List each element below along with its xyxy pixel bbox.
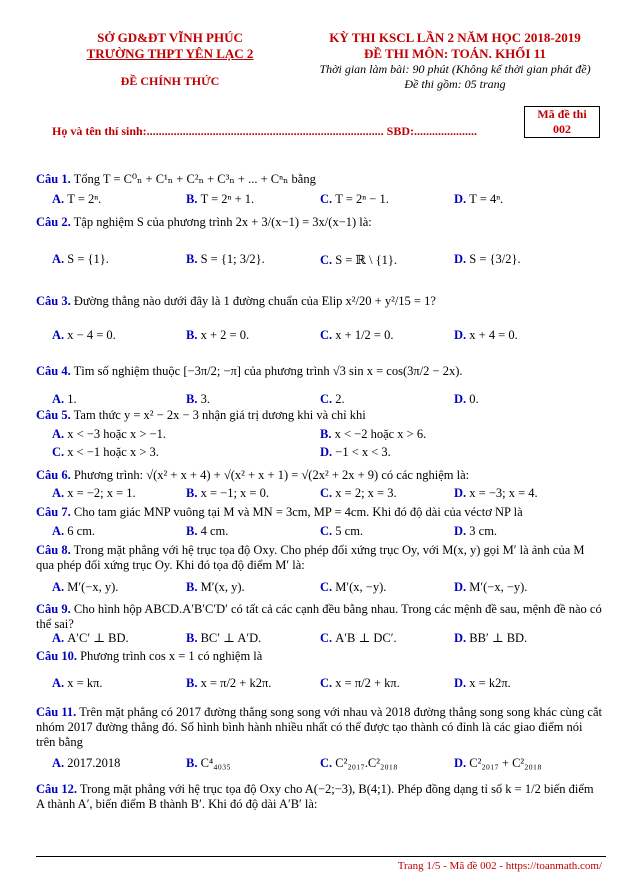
option-letter: C. <box>320 524 336 538</box>
option-text: 5 cm. <box>335 524 364 538</box>
option-letter: B. <box>186 524 201 538</box>
option-text: x = kπ. <box>67 676 103 690</box>
question-4 <box>36 364 604 379</box>
option-text: x + 1/2 = 0. <box>335 328 394 342</box>
option-text: −1 < x < 3. <box>335 445 391 459</box>
student-info-line: Họ và tên thí sinh:............................................................................... SBD:..................... <box>52 124 478 138</box>
option-letter: C. <box>320 631 336 645</box>
option-text: T = 2ⁿ. <box>67 192 102 206</box>
question-text: Cho tam giác MNP vuông tại M và MN = 3cm, MP = 4cm. Khi đó độ dài của véctơ NP là <box>73 505 523 519</box>
option-text: M′(−x, −y). <box>469 580 528 594</box>
option-a <box>52 328 116 343</box>
exam-code: 002 <box>553 122 571 136</box>
option-letter: D. <box>454 328 470 342</box>
header-left <box>60 30 280 89</box>
option-text: x < −2 hoặc x > 6. <box>334 427 427 441</box>
option-letter: B. <box>320 427 335 441</box>
question-9 <box>36 602 604 632</box>
option-a <box>52 676 103 691</box>
exam-code-label: Mã đề thi <box>537 107 587 121</box>
option-letter: B. <box>186 631 201 645</box>
option-text: x < −1 hoặc x > 3. <box>67 445 159 459</box>
question-7 <box>36 505 604 520</box>
option-letter: A. <box>52 676 68 690</box>
option-letter: D. <box>454 252 470 266</box>
option-b <box>320 427 426 442</box>
question-number: Câu 5. <box>36 408 71 422</box>
option-letter: B. <box>186 580 201 594</box>
option-b <box>186 630 261 646</box>
question-12 <box>36 782 604 812</box>
option-letter: A. <box>52 756 68 770</box>
option-text: x = π/2 + kπ. <box>335 676 400 690</box>
option-d <box>454 328 518 343</box>
option-d <box>454 486 538 501</box>
question-text: Đường thẳng nào dưới đây là 1 đường chuẩn của Elip x²/20 + y²/15 = 1? <box>73 294 436 308</box>
option-text: 2017.2018 <box>67 756 121 770</box>
option-c <box>52 445 159 460</box>
exam-pages: Đề thi gồm: 05 trang <box>404 77 506 91</box>
option-a <box>52 252 109 267</box>
option-letter: C. <box>320 580 336 594</box>
option-c <box>320 676 400 691</box>
page-footer: Trang 1/5 - Mã đề 002 - https://toanmath.com/ <box>397 860 602 872</box>
option-text: S = {1}. <box>67 252 109 266</box>
option-letter: D. <box>454 756 470 770</box>
question-number: Câu 4. <box>36 364 71 378</box>
option-b <box>186 756 231 771</box>
option-text: T = 2ⁿ + 1. <box>200 192 255 206</box>
option-d <box>454 252 521 267</box>
option-a <box>52 486 136 501</box>
option-d <box>320 445 391 460</box>
option-letter: B. <box>186 328 201 342</box>
option-text: BC′ ⊥ A′D. <box>200 631 262 645</box>
option-letter: D. <box>320 445 336 459</box>
option-text: 0. <box>469 392 479 406</box>
option-text: x = k2π. <box>469 676 511 690</box>
option-d <box>454 580 527 595</box>
question-2 <box>36 215 604 230</box>
option-text: 3. <box>200 392 210 406</box>
option-letter: A. <box>52 392 68 406</box>
question-text: Phương trình cos x = 1 có nghiệm là <box>80 649 263 663</box>
option-d <box>454 392 479 407</box>
question-number: Câu 3. <box>36 294 71 308</box>
option-letter: B. <box>186 192 201 206</box>
option-text: x = 2; x = 3. <box>335 486 397 500</box>
exam-title: KỲ THI KSCL LẦN 2 NĂM HỌC 2018-2019 <box>329 30 581 45</box>
question-text: Tổng T = C⁰ₙ + C¹ₙ + C²ₙ + C³ₙ + ... + Cⁿₙ bằng <box>73 172 316 186</box>
option-text: C²₂₀₁₇.C²₂₀₁₈ <box>335 756 398 770</box>
question-number: Câu 7. <box>36 505 71 519</box>
option-c <box>320 252 397 268</box>
question-number: Câu 6. <box>36 468 71 482</box>
option-b <box>186 676 271 691</box>
option-text: x = −1; x = 0. <box>200 486 269 500</box>
option-text: x = −3; x = 4. <box>469 486 538 500</box>
option-text: BB′ ⊥ BD. <box>469 631 528 645</box>
question-1 <box>36 172 604 187</box>
option-b <box>186 192 254 207</box>
official-label: ĐỀ CHÍNH THỨC <box>120 74 220 88</box>
option-text: x = −2; x = 1. <box>67 486 136 500</box>
option-text: C²₂₀₁₇ + C²₂₀₁₈ <box>469 756 542 770</box>
option-text: 3 cm. <box>469 524 498 538</box>
option-letter: C. <box>320 192 336 206</box>
option-text: x − 4 = 0. <box>67 328 116 342</box>
option-b <box>186 486 269 501</box>
option-c <box>320 392 345 407</box>
option-d <box>454 524 497 539</box>
option-letter: D. <box>454 580 470 594</box>
option-letter: D. <box>454 486 470 500</box>
option-letter: A. <box>52 486 68 500</box>
option-c <box>320 328 393 343</box>
question-number: Câu 11. <box>36 705 77 719</box>
option-text: 4 cm. <box>200 524 229 538</box>
question-text: Tam thức y = x² − 2x − 3 nhận giá trị dương khi và chỉ khi <box>73 408 366 422</box>
option-letter: A. <box>52 631 68 645</box>
option-a <box>52 392 77 407</box>
option-a <box>52 192 101 207</box>
option-letter: B. <box>186 252 201 266</box>
option-letter: B. <box>186 756 201 770</box>
option-letter: B. <box>186 676 201 690</box>
question-text: Trong mặt phẳng với hệ trục tọa độ Oxy cho A(−2;−3), B(4;1). Phép đồng dạng tỉ số k = 1/2 biến điểm A thành A′, biến điểm B thành B′. Khi đó độ dài A′B′ là: <box>36 782 594 811</box>
option-text: 1. <box>67 392 77 406</box>
option-text: T = 2ⁿ − 1. <box>335 192 389 206</box>
option-letter: C. <box>320 486 336 500</box>
option-c <box>320 630 397 646</box>
option-a <box>52 580 118 595</box>
option-text: 6 cm. <box>67 524 96 538</box>
option-text: M′(−x, y). <box>67 580 119 594</box>
option-letter: C. <box>320 676 336 690</box>
option-text: x = π/2 + k2π. <box>200 676 272 690</box>
option-letter: C. <box>320 392 336 406</box>
option-text: S = {1; 3/2}. <box>200 252 265 266</box>
option-text: S = ℝ \ {1}. <box>335 253 398 267</box>
question-text: Tập nghiệm S của phương trình 2x + 3/(x−1) = 3x/(x−1) là: <box>73 215 372 229</box>
option-c <box>320 486 397 501</box>
option-c <box>320 756 397 771</box>
question-number: Câu 2. <box>36 215 71 229</box>
question-text: Tìm số nghiệm thuộc [−3π/2; −π] của phương trình √3 sin x = cos(3π/2 − 2x). <box>73 364 463 378</box>
option-letter: A. <box>52 427 68 441</box>
option-a <box>52 524 95 539</box>
option-letter: D. <box>454 392 470 406</box>
option-a <box>52 630 129 646</box>
option-letter: B. <box>186 392 201 406</box>
dept-name: SỞ GD&ĐT VĨNH PHÚC <box>97 30 243 45</box>
option-text: 2. <box>335 392 345 406</box>
option-letter: C. <box>320 756 336 770</box>
question-8 <box>36 543 604 573</box>
option-letter: A. <box>52 192 68 206</box>
option-letter: D. <box>454 192 470 206</box>
option-c <box>320 580 386 595</box>
option-b <box>186 328 249 343</box>
option-letter: A. <box>52 328 68 342</box>
school-name: TRƯỜNG THPT YÊN LẠC 2 <box>86 46 254 61</box>
option-text: S = {3/2}. <box>469 252 521 266</box>
option-text: T = 4ⁿ. <box>469 192 504 206</box>
question-10 <box>36 649 604 664</box>
option-b <box>186 392 210 407</box>
question-number: Câu 1. <box>36 172 71 186</box>
option-c <box>320 192 389 207</box>
option-b <box>186 252 265 267</box>
option-letter: D. <box>454 676 470 690</box>
option-b <box>186 580 245 595</box>
option-d <box>454 192 503 207</box>
option-text: A′B ⊥ DC′. <box>335 631 397 645</box>
option-letter: D. <box>454 631 470 645</box>
option-text: x + 2 = 0. <box>200 328 250 342</box>
option-letter: D. <box>454 524 470 538</box>
option-letter: B. <box>186 486 201 500</box>
exam-subject: ĐỀ THI MÔN: TOÁN. KHỐI 11 <box>363 46 547 61</box>
option-a <box>52 427 166 442</box>
question-text: Trên mặt phẳng có 2017 đường thẳng song song với nhau và 2018 đường thẳng song song khác cùng cắt nhóm 2017 đường thẳng đó. Số hình bình hành nhiều nhất có thể được tạo thành có đỉnh là các giao điểm nói trên bằng <box>36 705 602 749</box>
exam-code-box <box>524 106 600 138</box>
question-11 <box>36 705 604 750</box>
question-number: Câu 9. <box>36 602 71 616</box>
option-c <box>320 524 363 539</box>
question-text: Cho hình hộp ABCD.A′B′C′D′ có tất cả các cạnh đều bằng nhau. Trong các mệnh đề sau, mệnh đề nào có thể sai? <box>36 602 602 631</box>
exam-time: Thời gian làm bài: 90 phút (Không kể thời gian phát đề) <box>319 62 591 76</box>
question-number: Câu 12. <box>36 782 77 796</box>
question-number: Câu 10. <box>36 649 77 663</box>
option-text: A′C′ ⊥ BD. <box>67 631 129 645</box>
option-text: C⁴₄₀₃₅ <box>200 756 231 770</box>
option-letter: C. <box>320 253 336 267</box>
question-3 <box>36 294 604 309</box>
option-text: x < −3 hoặc x > −1. <box>67 427 166 441</box>
option-letter: C. <box>52 445 68 459</box>
question-text: Phương trình: √(x² + x + 4) + √(x² + x + 1) = √(2x² + 2x + 9) có các nghiệm là: <box>73 468 470 482</box>
option-letter: C. <box>320 328 336 342</box>
option-a <box>52 756 120 771</box>
footer-divider <box>36 856 606 857</box>
option-b <box>186 524 228 539</box>
option-d <box>454 676 511 691</box>
option-letter: A. <box>52 252 68 266</box>
question-text: Trong mặt phẳng với hệ trục tọa độ Oxy. Cho phép đối xứng trục Oy, với M(x, y) gọi M′ là ảnh của M qua phép đối xứng trục Oy. Khi đó tọa độ điểm M′ là: <box>36 543 585 572</box>
option-letter: A. <box>52 580 68 594</box>
question-number: Câu 8. <box>36 543 71 557</box>
header-right <box>300 30 610 92</box>
option-text: M′(x, −y). <box>335 580 387 594</box>
question-5 <box>36 408 604 423</box>
option-d <box>454 756 542 771</box>
option-d <box>454 630 527 646</box>
option-text: M′(x, y). <box>200 580 245 594</box>
option-text: x + 4 = 0. <box>469 328 518 342</box>
option-letter: A. <box>52 524 68 538</box>
question-6 <box>36 468 604 483</box>
